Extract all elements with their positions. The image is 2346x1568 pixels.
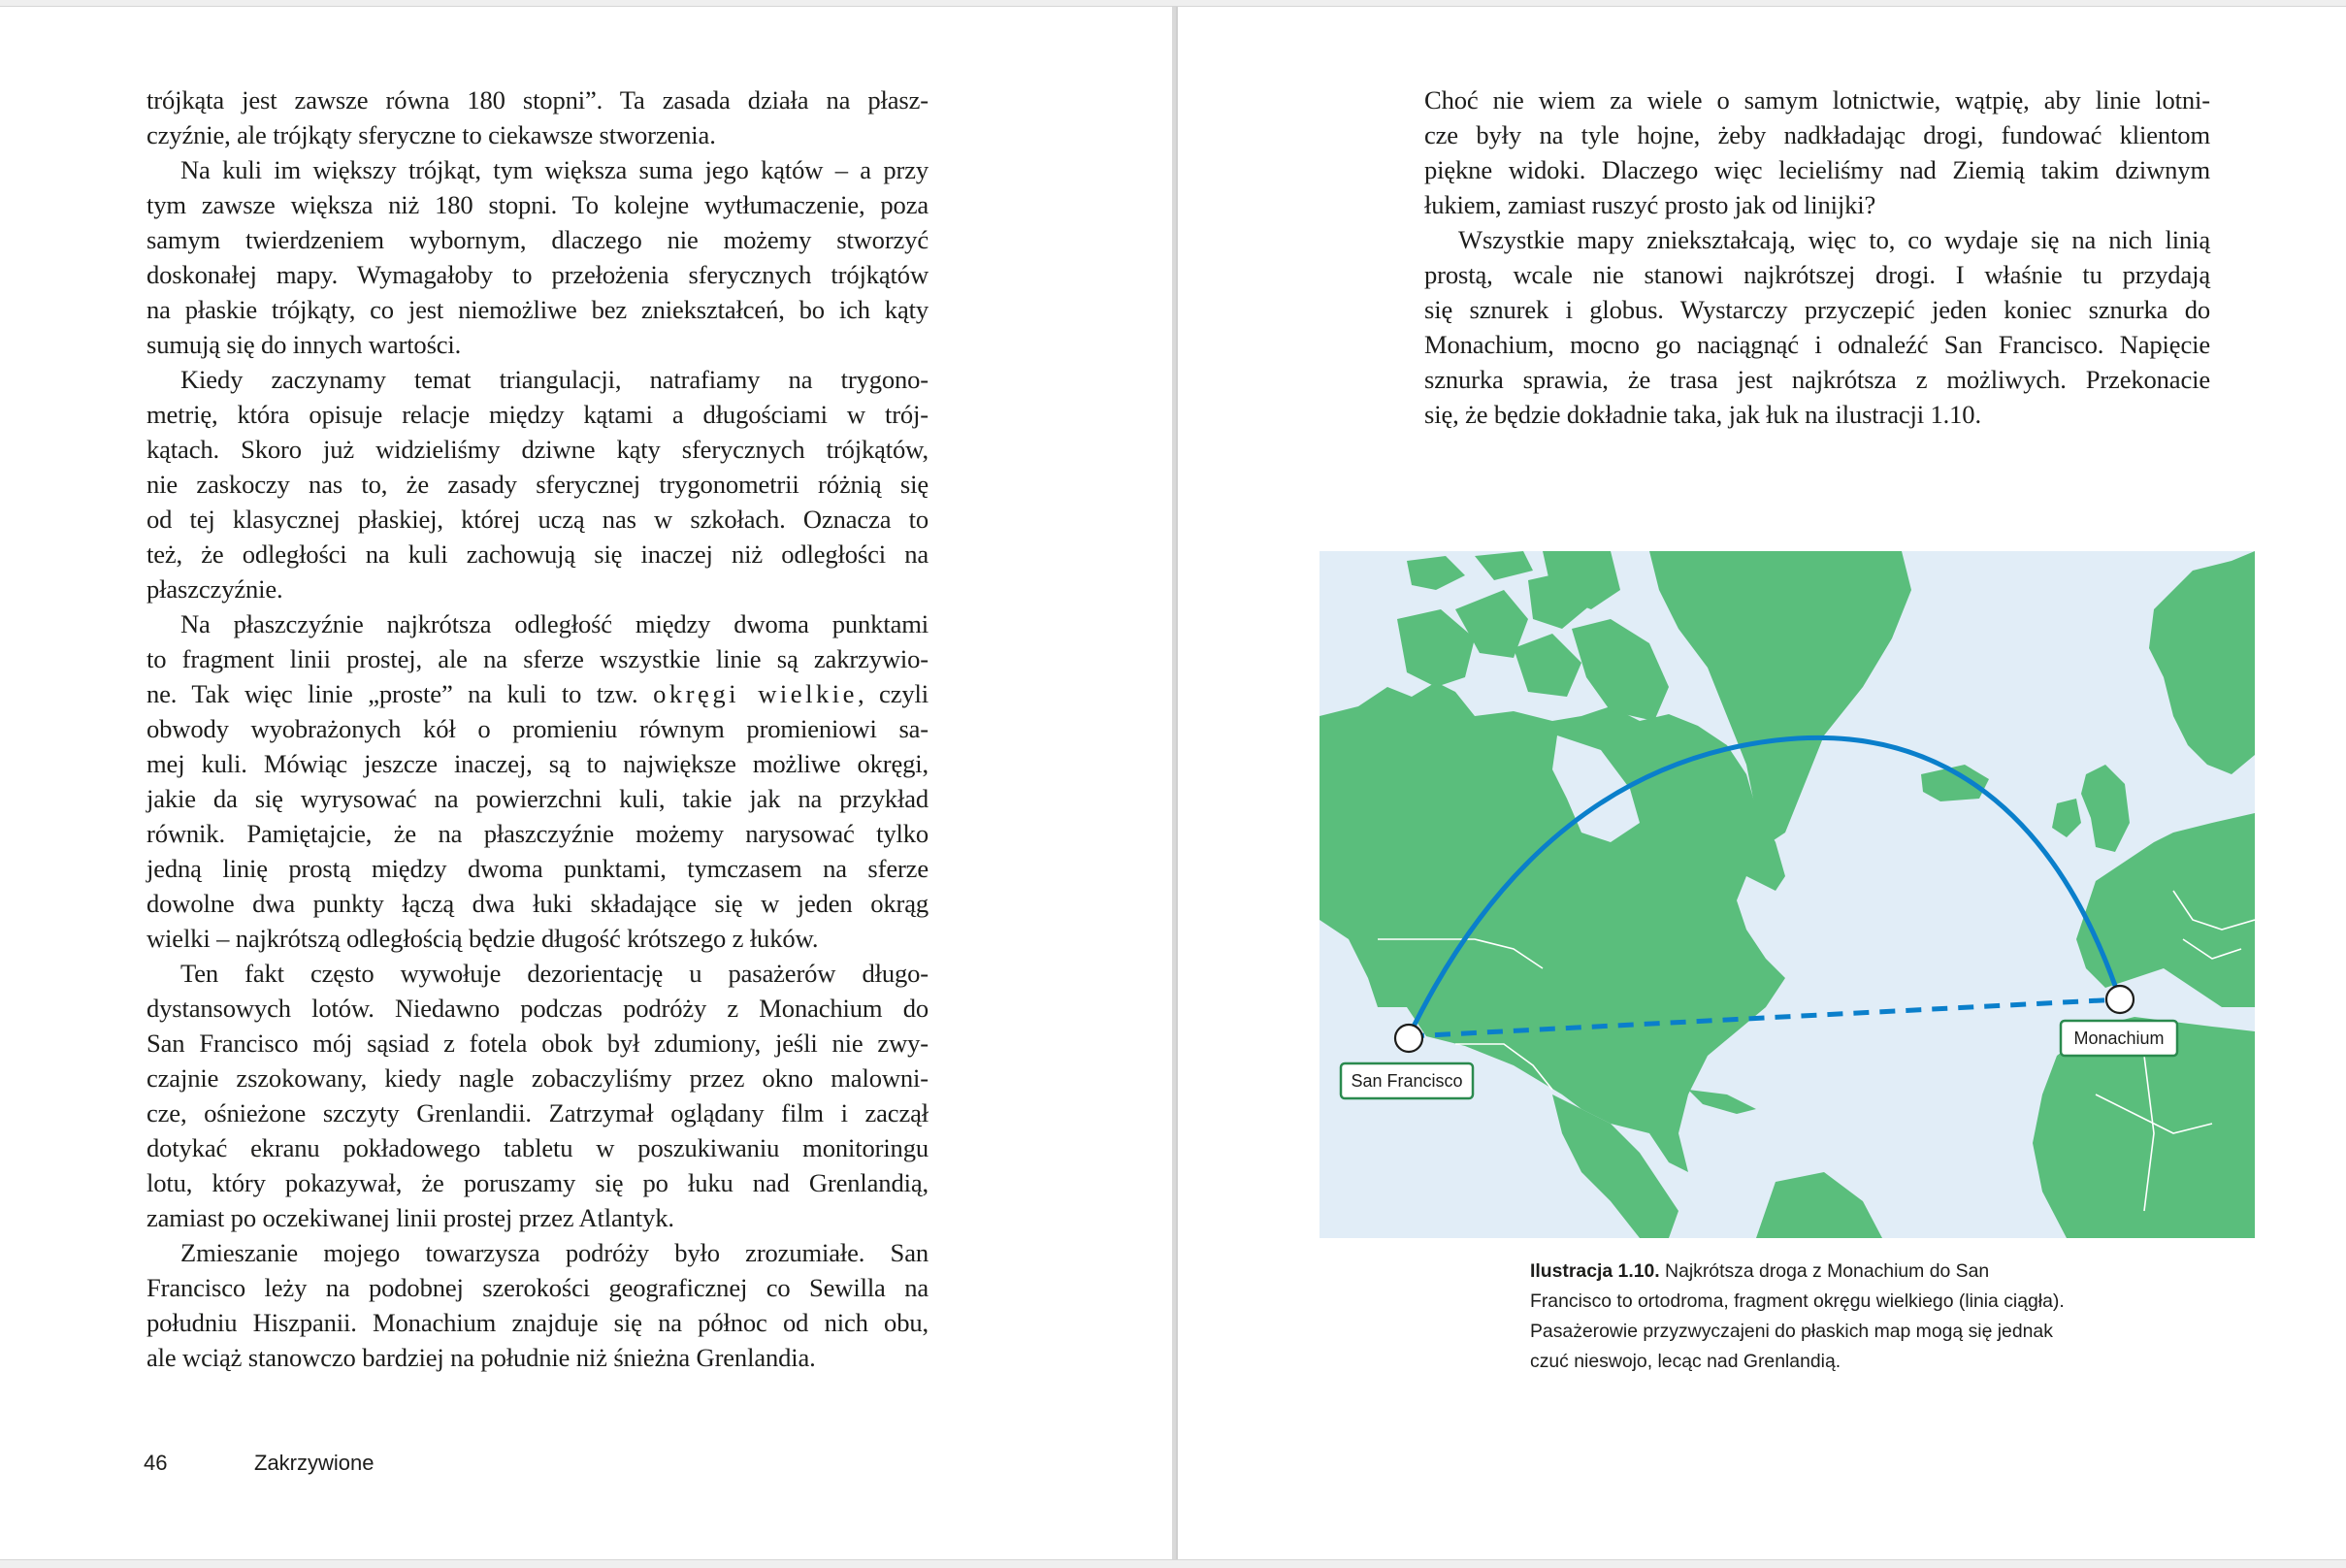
san-francisco-label <box>1341 1063 1473 1098</box>
text-line: równik. Pamiętajcie, że na płaszczyźnie możemy narysować tylko <box>147 819 929 848</box>
text-line: ale wciąż stanowczo bardziej na południe niż śnieżna Grenlandia. <box>147 1343 816 1372</box>
text-line: na płaskie trójkąty, co jest niemożliwe bez zniekształceń, bo ich kąty <box>147 295 929 324</box>
text-line: wielki – najkrótszą odległością będzie długość krótszego z łuków. <box>147 924 819 953</box>
monachium-marker[interactable] <box>2106 986 2134 1013</box>
monachium-label <box>2061 1021 2177 1056</box>
text-fragment: , czyli <box>857 679 929 708</box>
text-line: San Francisco mój sąsiad z fotela obok był zdumiony, jeśli nie zwy- <box>147 1029 929 1058</box>
text-line: obwody wyobrażonych kół o promieniu równym promieniowi sa- <box>147 714 929 743</box>
text-line: Na kuli im większy trójkąt, tym większa suma jego kątów – a przy <box>180 155 929 184</box>
text-line: samym twierdzeniem wybornym, dlaczego nie możemy stworzyć <box>147 225 929 254</box>
text-line: Choć nie wiem za wiele o samym lotnictwie, wątpię, aby linie lotni- <box>1424 85 2210 114</box>
caption-line <box>1530 1257 2151 1287</box>
text-line: sznurka sprawia, że trasa jest najkrótsza z możliwych. Przekonacie <box>1424 365 2210 394</box>
text-line: tym zawsze większa niż 180 stopni. To kolejne wytłumaczenie, poza <box>147 190 929 219</box>
page-number: 46 <box>144 1451 168 1475</box>
caption-line: Francisco to ortodroma, fragment okręgu wielkiego (linia ciągła). <box>1530 1290 2065 1312</box>
text-line: Francisco leży na podobnej szerokości geograficznej co Sewilla na <box>147 1273 929 1302</box>
text-line: to fragment linii prostej, ale na sferze wszystkie linie są zakrzywio- <box>147 644 929 673</box>
text-line: się, że będzie dokładnie taka, jak łuk na ilustracji 1.10. <box>1424 400 1981 429</box>
text-line: dotykać ekranu pokładowego tabletu w poszukiwaniu monitoringu <box>147 1133 929 1162</box>
text-line: cze, ośnieżone szczyty Grenlandii. Zatrzymał oglądany film i zaczął <box>147 1098 929 1127</box>
running-title: Zakrzywione <box>254 1451 375 1475</box>
caption-line: czuć nieswojo, lecąc nad Grenlandią. <box>1530 1351 1841 1372</box>
san-francisco-marker[interactable] <box>1395 1025 1422 1052</box>
text-line: trójkąta jest zawsze równa 180 stopni”. Ta zasada działa na płasz- <box>147 85 929 114</box>
text-line: też, że odległości na kuli zachowują się inaczej niż odległości na <box>147 539 929 569</box>
text-line: nie zaskoczy nas to, że zasady sferycznej trygonometrii różnią się <box>147 470 929 499</box>
text-line: mej kuli. Mówiąc jeszcze inaczej, są to największe możliwe okręgi, <box>147 749 929 778</box>
text-line: płaszczyźnie. <box>147 574 283 604</box>
right-body-text <box>1424 82 2210 432</box>
figure-map <box>1320 551 2255 1238</box>
text-line: czajnie zszokowany, kiedy nagle zobaczyliśmy przez okno malowni- <box>147 1063 929 1093</box>
text-line: cze były na tyle hojne, żeby nadkładając drogi, fundować klientom <box>1424 120 2210 149</box>
text-line: prostą, wcale nie stanowi najkrótszej drogi. I właśnie tu przydają <box>1424 260 2210 289</box>
text-line: Monachium, mocno go naciągnąć i odnaleźć San Francisco. Napięcie <box>1424 330 2210 359</box>
text-line: metrię, która opisuje relacje między kątami a długościami w trój- <box>147 400 929 429</box>
emphasized-term: okręgi wielkie <box>653 679 858 708</box>
figure-caption <box>1530 1257 2151 1377</box>
text-line: kątach. Skoro już widzieliśmy dziwne kąty sferycznych trójkątów, <box>147 435 929 464</box>
text-line: sumują się do innych wartości. <box>147 330 462 359</box>
text-line: Zmieszanie mojego towarzysza podróży było zrozumiałe. San <box>180 1238 929 1267</box>
san-francisco-label-text: San Francisco <box>1351 1071 1463 1091</box>
left-page <box>0 7 1174 1559</box>
caption-line: Pasażerowie przyzwyczajeni do płaskich map mogą się jednak <box>1530 1321 2053 1342</box>
caption-text: Najkrótsza droga z Monachium do San <box>1659 1260 1990 1282</box>
text-line: Ten fakt często wywołuje dezorientację u pasażerów długo- <box>180 959 929 988</box>
text-line: Na płaszczyźnie najkrótsza odległość między dwoma punktami <box>180 609 929 638</box>
text-fragment: ne. Tak więc linie „proste” na kuli to tzw. <box>147 679 654 708</box>
text-line: dystansowych lotów. Niedawno podczas podróży z Monachium do <box>147 994 929 1023</box>
monachium-label-text: Monachium <box>2073 1029 2165 1048</box>
text-line: jedną linię prostą między dwoma punktami, tymczasem na sferze <box>147 854 929 883</box>
text-line: się sznurek i globus. Wystarczy przyczepić jeden koniec sznurka do <box>1424 295 2210 324</box>
text-line: piękne widoki. Dlaczego więc lecieliśmy nad Ziemią takim dziwnym <box>1424 155 2210 184</box>
text-line: Wszystkie mapy zniekształcają, więc to, co wydaje się na nich linią <box>1458 225 2210 254</box>
text-line: łukiem, zamiast ruszyć prosto jak od linijki? <box>1424 190 1876 219</box>
text-line: dowolne dwa punkty łączą dwa łuki składające się w jeden okrąg <box>147 889 929 918</box>
viewer-top-edge <box>0 0 2346 7</box>
text-line: zamiast po oczekiwanej linii prostej przez Atlantyk. <box>147 1203 674 1232</box>
right-page <box>1176 7 2346 1559</box>
text-line: południu Hiszpanii. Monachium znajduje się na północ od nich obu, <box>147 1308 929 1337</box>
left-body-text <box>147 82 929 1375</box>
text-line: od tej klasycznej płaskiej, której uczą nas w szkołach. Oznacza to <box>147 505 929 534</box>
caption-label: Ilustracja 1.10. <box>1530 1260 1660 1282</box>
text-line: Kiedy zaczynamy temat triangulacji, natrafiamy na trygono- <box>180 365 929 394</box>
map-svg <box>1320 551 2255 1238</box>
text-line: czyźnie, ale trójkąty sferyczne to ciekawsze stworzenia. <box>147 120 716 149</box>
text-line: lotu, który pokazywał, że poruszamy się po łuku nad Grenlandią, <box>147 1168 929 1197</box>
text-line: doskonałej mapy. Wymagałoby to przełożenia sferycznych trójkątów <box>147 260 929 289</box>
text-line: jakie da się wyrysować na powierzchni kuli, takie jak na przykład <box>147 784 929 813</box>
text-line <box>147 676 929 711</box>
